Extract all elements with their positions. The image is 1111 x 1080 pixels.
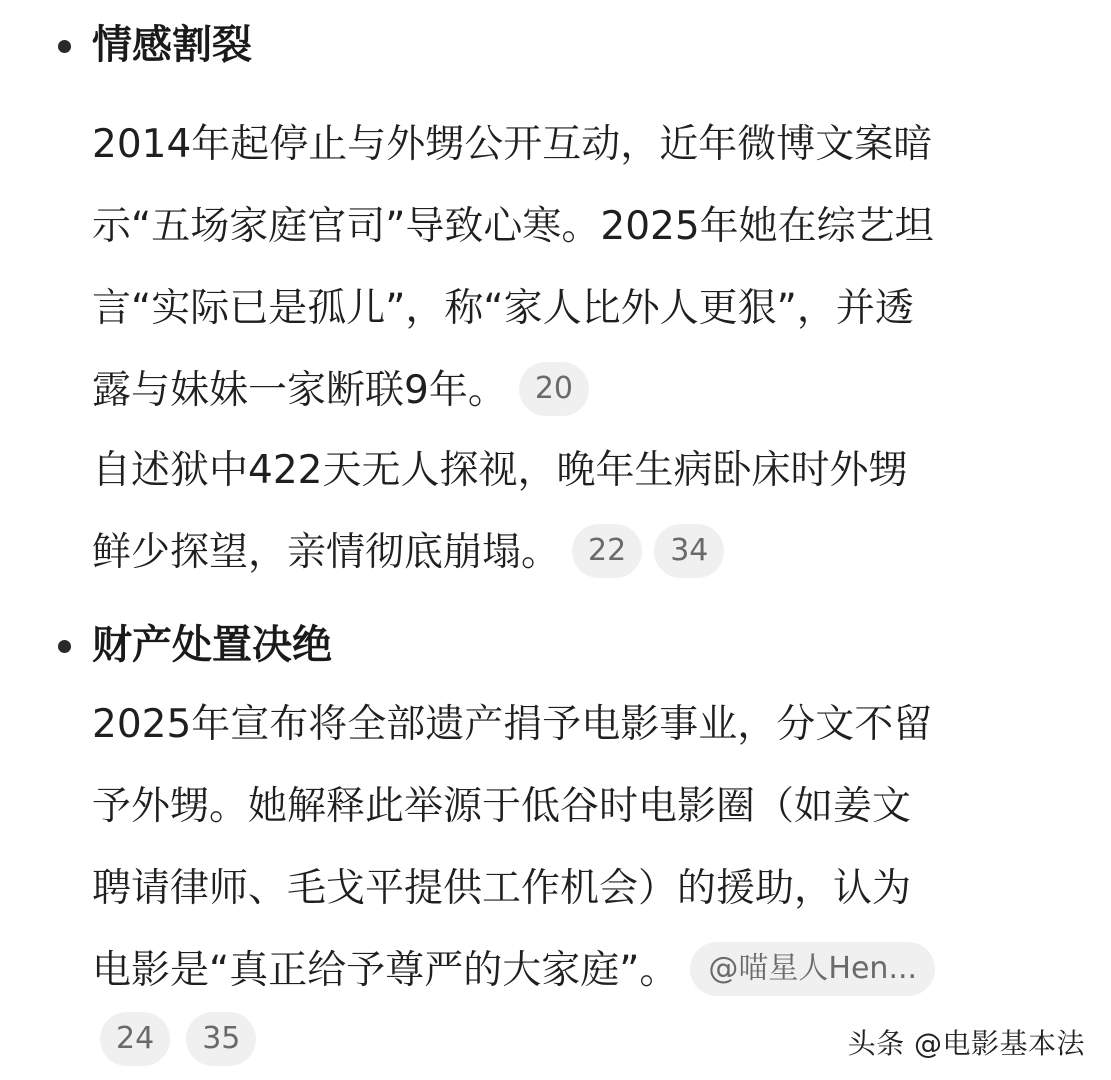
text-line: 电影是“真正给予尊严的大家庭”。 xyxy=(92,948,679,993)
section-title-asset-disposal: 财产处置决绝 xyxy=(92,622,332,668)
section-title-emotional-split: 情感割裂 xyxy=(92,22,252,68)
text-line: 聘请律师、毛戈平提供工作机会）的援助，认为 xyxy=(92,866,912,911)
paragraph xyxy=(92,104,1072,432)
text-line-with-source xyxy=(92,930,1072,1012)
text-line: 2025年宣布将全部遗产捐予电影事业，分文不留 xyxy=(92,702,933,747)
reference-badge[interactable]: 22 xyxy=(572,524,642,578)
text-line: 言“实际已是孤儿”，称“家人比外人更狠”，并透 xyxy=(92,286,914,331)
text-line: 予外甥。她解释此举源于低谷时电影圈（如姜文 xyxy=(92,784,912,829)
text-line: 鲜少探望，亲情彻底崩塌。 xyxy=(92,530,561,575)
paragraph xyxy=(92,684,1072,1012)
text-line: 2014年起停止与外甥公开互动，近年微博文案暗 xyxy=(92,122,933,167)
text-line: 示“五场家庭官司”导致心寒。2025年她在综艺坦 xyxy=(92,204,934,249)
reference-row xyxy=(100,1012,272,1066)
bullet-dot xyxy=(58,40,71,53)
text-line-with-ref xyxy=(92,512,1072,594)
reference-badge[interactable]: 20 xyxy=(519,362,589,416)
reference-badge[interactable]: 24 xyxy=(100,1012,170,1066)
text-line-with-ref xyxy=(92,350,1072,432)
reference-badge[interactable]: 34 xyxy=(654,524,724,578)
text-line: 自述狱中422天无人探视，晚年生病卧床时外甥 xyxy=(92,448,908,493)
text-line: 露与妹妹一家断联9年。 xyxy=(92,368,507,413)
reference-badge[interactable]: 35 xyxy=(186,1012,256,1066)
bullet-dot xyxy=(58,640,71,653)
paragraph xyxy=(92,430,1072,594)
source-chip[interactable]: @喵星人Hen... xyxy=(690,942,935,996)
watermark: 头条 @电影基本法 xyxy=(847,1027,1085,1060)
